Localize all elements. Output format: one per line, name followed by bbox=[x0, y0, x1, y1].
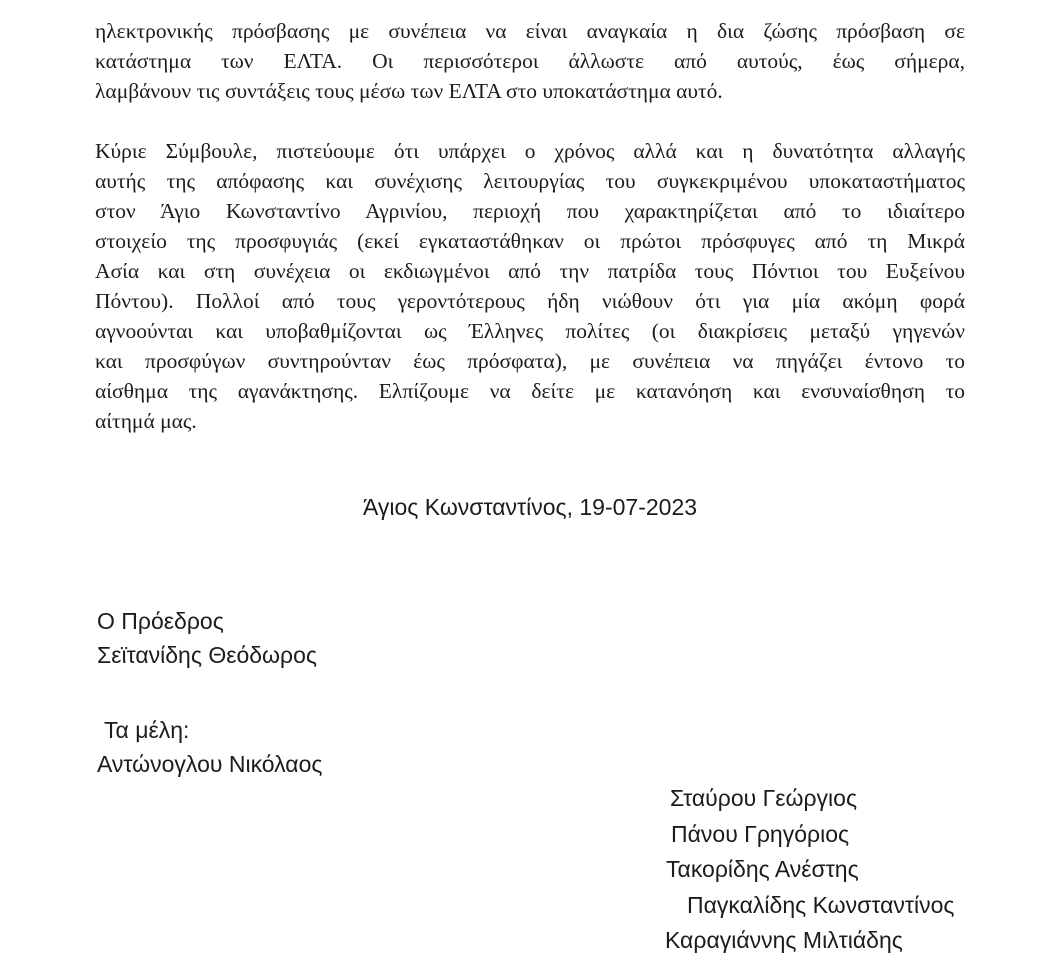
paragraph-1-line-2: κατάστημα των ΕΛΤΑ. Οι περισσότεροι άλλωστε από αυτούς, έως σήμερα, bbox=[95, 49, 965, 73]
paragraph-2-line-8: και προσφύγων συντηρούνταν έως πρόσφατα), με συνέπεια να πηγάζει έντονο το bbox=[95, 349, 965, 373]
member-name-stavrou: Σταύρου Γεώργιος bbox=[670, 785, 858, 811]
paragraph-2-line-7: αγνοούνται και υποβαθμίζονται ως Έλληνες πολίτες (οι διακρίσεις μεταξύ γηγενών bbox=[95, 319, 965, 343]
paragraph-2-line-4: στοιχείο της προσφυγιάς (εκεί εγκαταστάθηκαν οι πρώτοι πρόσφυγες από τη Μικρά bbox=[95, 229, 965, 253]
member-name-antonoglou: Αντώνογλου Νικόλαος bbox=[97, 751, 323, 777]
member-name-karagiannis: Καραγιάννης Μιλτιάδης bbox=[665, 927, 903, 953]
paragraph-2-line-10: αίτημά μας. bbox=[95, 409, 197, 433]
paragraph-1 bbox=[95, 16, 965, 106]
president-name: Σεϊτανίδης Θεόδωρος bbox=[97, 642, 317, 668]
member-name-pagkalidis: Παγκαλίδης Κωνσταντίνος bbox=[687, 891, 955, 918]
member-name-panou: Πάνου Γρηγόριος bbox=[671, 820, 850, 847]
members-label: Τα μέλη: bbox=[104, 717, 190, 743]
paragraph-2-line-6: Πόντου). Πολλοί από τους γεροντότερους ήδη νιώθουν ότι για μία ακόμη φορά bbox=[95, 289, 965, 313]
members-right-column bbox=[665, 781, 954, 959]
president-title: Ο Πρόεδρος bbox=[97, 608, 224, 634]
paragraph-2 bbox=[95, 136, 965, 436]
paragraph-1-line-3: λαμβάνουν τις συντάξεις τους μέσω των ΕΛΤΑ στο υποκατάστημα αυτό. bbox=[95, 79, 723, 103]
date-line: Άγιος Κωνσταντίνος, 19-07-2023 bbox=[362, 494, 698, 520]
member-name-takoridis: Τακορίδης Ανέστης bbox=[666, 856, 859, 882]
paragraph-2-line-5: Ασία και στη συνέχεια οι εκδιωγμένοι από την πατρίδα τους Πόντιοι του Ευξείνου bbox=[95, 259, 965, 283]
paragraph-2-line-1: Κύριε Σύμβουλε, πιστεύουμε ότι υπάρχει ο χρόνος αλλά και η δυνατότητα αλλαγής bbox=[95, 139, 965, 163]
paragraph-1-line-1: ηλεκτρονικής πρόσβασης με συνέπεια να είναι αναγκαία η δια ζώσης πρόσβαση σε bbox=[95, 19, 965, 43]
paragraph-2-line-3: στον Άγιο Κωνσταντίνο Αγρινίου, περιοχή που χαρακτηρίζεται από το ιδιαίτερο bbox=[95, 199, 965, 223]
paragraph-2-line-2: αυτής της απόφασης και συνέχισης λειτουργίας του συγκεκριμένου υποκαταστήματος bbox=[95, 169, 965, 193]
paragraph-2-line-9: αίσθημα της αγανάκτησης. Ελπίζουμε να δείτε με κατανόηση και ενσυναίσθηση το bbox=[95, 379, 965, 403]
